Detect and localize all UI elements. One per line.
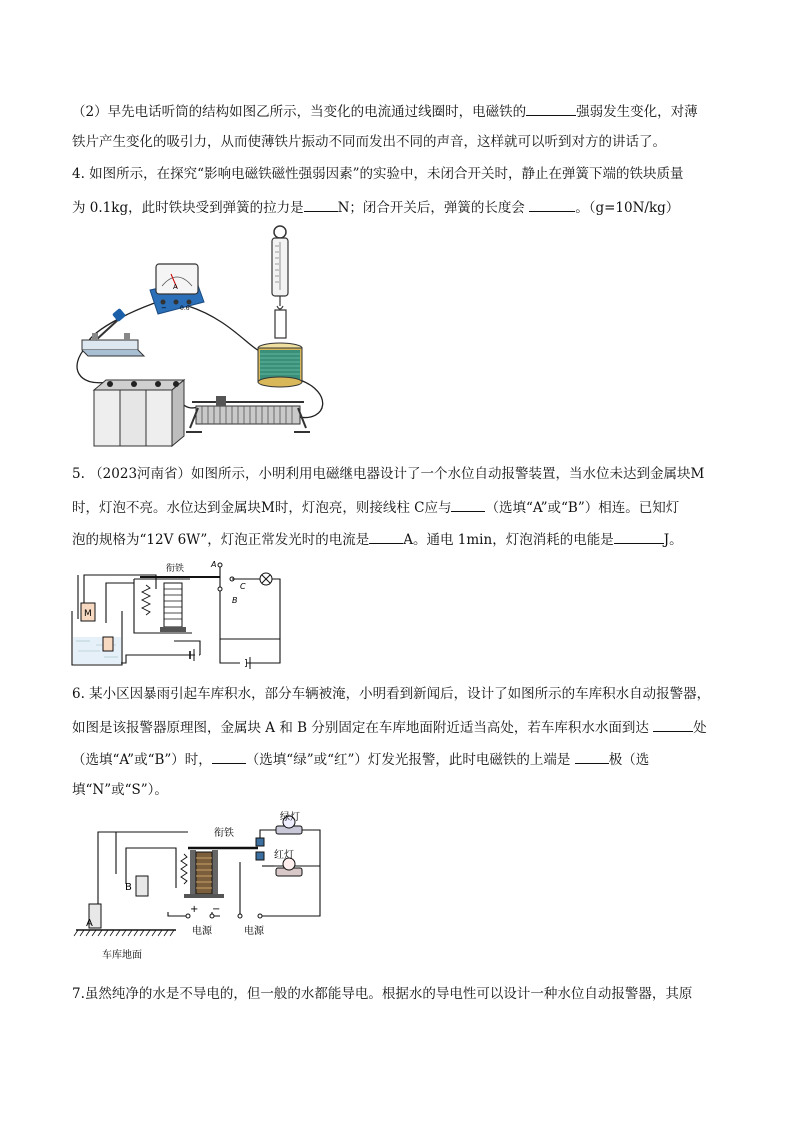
q3-line-2: 铁片产生变化的吸引力，从而使薄铁片振动不同而发出不同的声音，这样就可以听到对方的讲话了。 <box>72 134 666 150</box>
q6-figure <box>72 808 332 968</box>
ammeter-minus: − <box>161 304 167 312</box>
q6-text-e: 极（选 <box>608 752 650 768</box>
q4-text-b: N；闭合开关后，弹簧的长度会 <box>337 200 530 216</box>
q5-figure <box>70 555 285 669</box>
battery-pack <box>94 380 184 446</box>
q5-line-1: 5. （2023河南省）如图所示，小明利用电磁继电器设计了一个水位自动报警装置，当水位未达到金属块M <box>72 466 705 482</box>
electromagnet-coil <box>258 343 302 387</box>
knife-switch[interactable] <box>82 308 144 356</box>
label-m: M <box>84 609 92 619</box>
q5-text-c: 泡的规格为“12V 6W”，灯泡正常发光时的电流是 <box>72 532 370 548</box>
q6-text-c: （选填“A”或“B”）时， <box>72 752 212 768</box>
label-b: B <box>125 882 132 893</box>
q6-line-4: 填“N”或“S”）。 <box>72 782 168 798</box>
q6-blank-position[interactable] <box>653 717 693 732</box>
armature-label: 衔铁 <box>214 828 234 839</box>
label-a: A <box>86 918 93 929</box>
minus-sign: − <box>212 904 221 915</box>
rheostat[interactable] <box>186 396 310 432</box>
ammeter-scale: 0.6 <box>180 305 190 312</box>
spring-balance <box>272 226 288 338</box>
electromagnet <box>196 852 212 894</box>
q4-text-c: 。（g=10N/kg） <box>575 200 680 216</box>
q4-text-a: 为 0.1kg，此时铁块受到弹簧的拉力是 <box>72 200 304 216</box>
q5-text-b: （选填“A”或“B”）相连。已知灯 <box>485 500 680 516</box>
ammeter-label: A <box>173 283 178 291</box>
red-lamp-label: 红灯 <box>274 850 294 861</box>
q5-line-3 <box>72 529 683 549</box>
power-label-2: 电源 <box>244 926 264 937</box>
q6-line-1: 6. 某小区因暴雨引起车库积水，部分车辆被淹，小明看到新闻后，设计了如图所示的车库积水自动报警器， <box>72 686 711 702</box>
q3-line-1 <box>72 101 698 121</box>
q6-line-2 <box>72 717 707 737</box>
q4-figure <box>68 222 338 456</box>
armature-label: 衔铁 <box>166 564 185 574</box>
q5-text-e: J。 <box>663 532 683 548</box>
metal-block-b <box>136 876 148 896</box>
wire-ammeter-coil <box>188 306 268 352</box>
label-b: B <box>232 596 238 605</box>
power-label-1: 电源 <box>192 926 212 937</box>
label-c: C <box>240 582 246 591</box>
q5-blank-terminal[interactable] <box>451 497 485 512</box>
label-a: A <box>211 560 217 569</box>
ammeter <box>150 264 204 314</box>
ground-label: 车库地面 <box>102 950 142 961</box>
q3-text-a: （2）早先电话听筒的结构如图乙所示，当变化的电流通过线圈时，电磁铁的 <box>72 104 527 120</box>
green-lamp-label: 绿灯 <box>280 812 300 823</box>
q6-blank-pole[interactable] <box>575 749 609 764</box>
q6-text-a: 如图是该报警器原理图，金属块 A 和 B 分别固定在车库地面附近适当高处，若车库积水水面到达 <box>72 720 654 736</box>
q4-blank-length[interactable] <box>529 197 575 212</box>
q5-blank-current[interactable] <box>369 529 403 544</box>
plus-sign: + <box>190 904 199 915</box>
q4-blank-force[interactable] <box>304 197 338 212</box>
q4-line-2 <box>72 197 679 217</box>
iron-block <box>275 310 286 338</box>
q6-text-b: 处 <box>693 720 707 736</box>
q5-text-a: 时，灯泡不亮。水位达到金属块M时，灯泡亮，则接线柱 C应与 <box>72 500 452 516</box>
q4-line-1: 4. 如图所示，在探究“影响电磁铁磁性强弱因素”的实验中，未闭合开关时，静止在弹簧下端的铁块质量 <box>72 166 684 182</box>
q5-text-d: A。通电 1min，灯泡消耗的电能是 <box>403 532 614 548</box>
q5-line-2 <box>72 497 679 517</box>
q6-blank-lamp[interactable] <box>212 749 246 764</box>
q5-blank-energy[interactable] <box>614 529 664 544</box>
q3-blank-1[interactable] <box>526 101 576 116</box>
q6-text-d: （选填“绿”或“红”）灯发光报警，此时电磁铁的上端是 <box>245 752 575 768</box>
wire-rheostat-coil <box>298 380 323 418</box>
q6-line-3 <box>72 749 649 769</box>
q7-line-1: 7.虽然纯净的水是不导电的，但一般的水都能导电。根据水的导电性可以设计一种水位自动报警器，其原 <box>72 986 693 1002</box>
q3-text-b: 强弱发生变化，对薄 <box>576 104 698 120</box>
